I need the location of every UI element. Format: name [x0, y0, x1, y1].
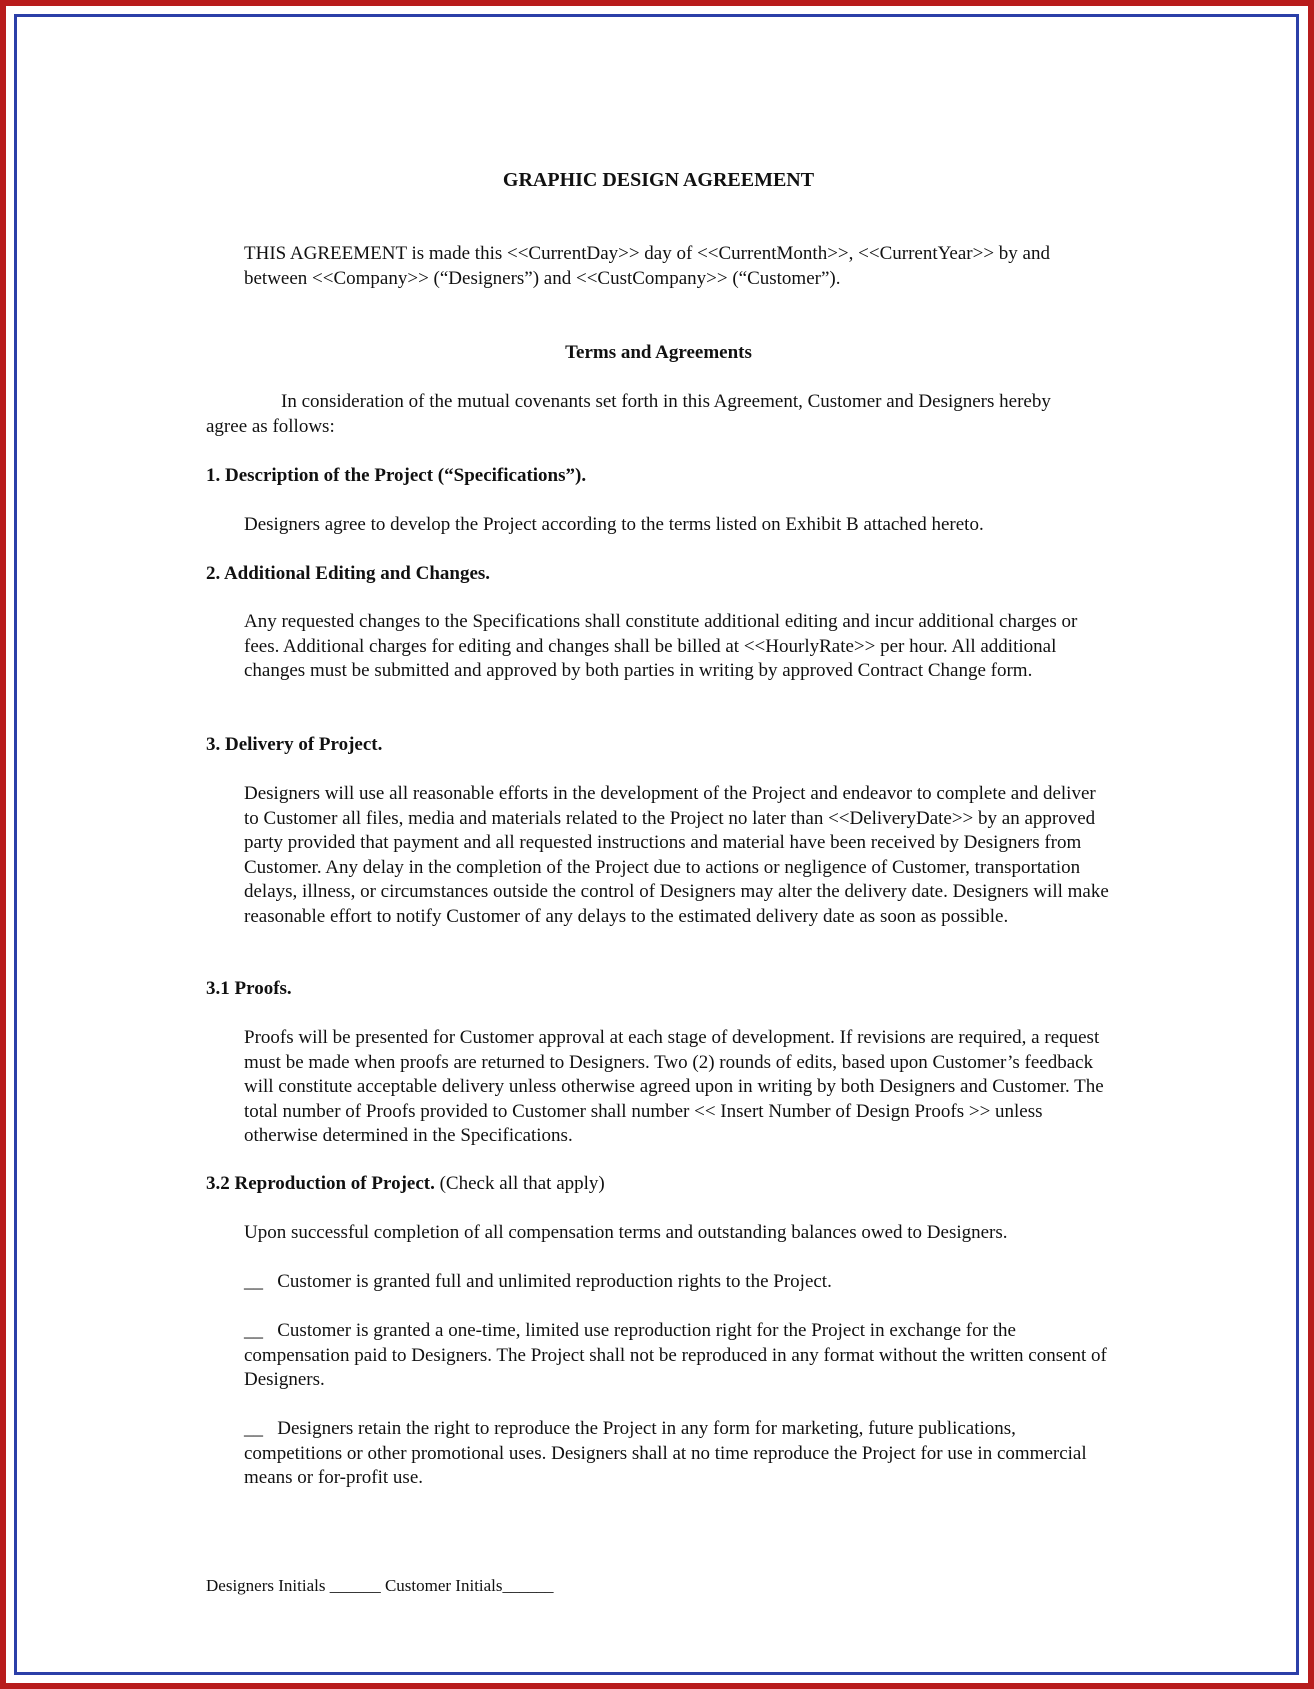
section-2-heading: 2. Additional Editing and Changes. [206, 563, 491, 584]
reproduction-option-2: __ Customer is granted a one-time, limited use reproduction right for the Project in exchange for the compensation paid to Designers. The Project shall not be reproduced in any format without the written consent of Designers. [244, 1320, 1112, 1390]
section-1-body: Designers agree to develop the Project according to the terms listed on Exhibit B attached hereto. [244, 514, 984, 535]
terms-heading: Terms and Agreements [565, 342, 752, 363]
section-3-1-heading: 3.1 Proofs. [206, 978, 292, 999]
initials-footer: Designers Initials ______ Customer Initials______ [206, 1576, 554, 1595]
section-1-heading: 1. Description of the Project (“Specifications”). [206, 465, 587, 486]
section-3-2-body: Upon successful completion of all compensation terms and outstanding balances owed to Designers. [244, 1222, 1008, 1243]
section-3-heading: 3. Delivery of Project. [206, 734, 383, 755]
section-3-1-body: Proofs will be presented for Customer approval at each stage of development. If revisions are required, a request must be made when proofs are returned to Designers. Two (2) rounds of edits, based upon Customer’s feedback will constitute acceptable delivery unless otherwise agreed upon in writing by both Designers and Customer. The total number of Proofs provided to Customer shall number << Insert Number of Design Proofs >> unless otherwise determined in the Specifications. [244, 1027, 1104, 1146]
document-title: GRAPHIC DESIGN AGREEMENT [502, 169, 815, 191]
consideration-paragraph: In consideration of the mutual covenants set forth in this Agreement, Customer and Designers hereby agree as follows: [206, 391, 1051, 437]
intro-paragraph: THIS AGREEMENT is made this <<CurrentDay>> day of <<CurrentMonth>>, <<CurrentYear>> by and between <<Company>> (“Designers”) and <<CustCompany>> (“Customer”). [244, 243, 1050, 289]
reproduction-option-3: __ Designers retain the right to reproduce the Project in any form for marketing, future publications, competitions or other promotional uses. Designers shall at no time reproduce the Project for use in commercial means or for-profit use. [244, 1418, 1092, 1488]
section-3-2-heading-note: (Check all that apply) [439, 1173, 605, 1194]
reproduction-option-1: __ Customer is granted full and unlimited reproduction rights to the Project. [244, 1271, 832, 1292]
section-3-2-heading-text: 3.2 Reproduction of Project. [206, 1173, 435, 1194]
section-3-body: Designers will use all reasonable efforts in the development of the Project and endeavor to complete and deliver to Customer all files, media and materials related to the Project no later than <<DeliveryDate>> by an approved party provided that payment and all requested instructions and material have been received by Designers from Customer. Any delay in the completion of the Project due to actions or negligence of Customer, transportation delays, illness, or circumstances outside the control of Designers may alter the delivery date. Designers will make reasonable effort to notify Customer of any delays to the estimated delivery date as soon as possible. [244, 783, 1109, 927]
section-2-body: Any requested changes to the Specifications shall constitute additional editing and incur additional charges or fees. Additional charges for editing and changes shall be billed at <<HourlyRate>> per hour. All additional changes must be submitted and approved by both parties in writing by approved Contract Change form. [244, 611, 1078, 681]
section-3-2-heading [206, 1172, 1106, 1197]
